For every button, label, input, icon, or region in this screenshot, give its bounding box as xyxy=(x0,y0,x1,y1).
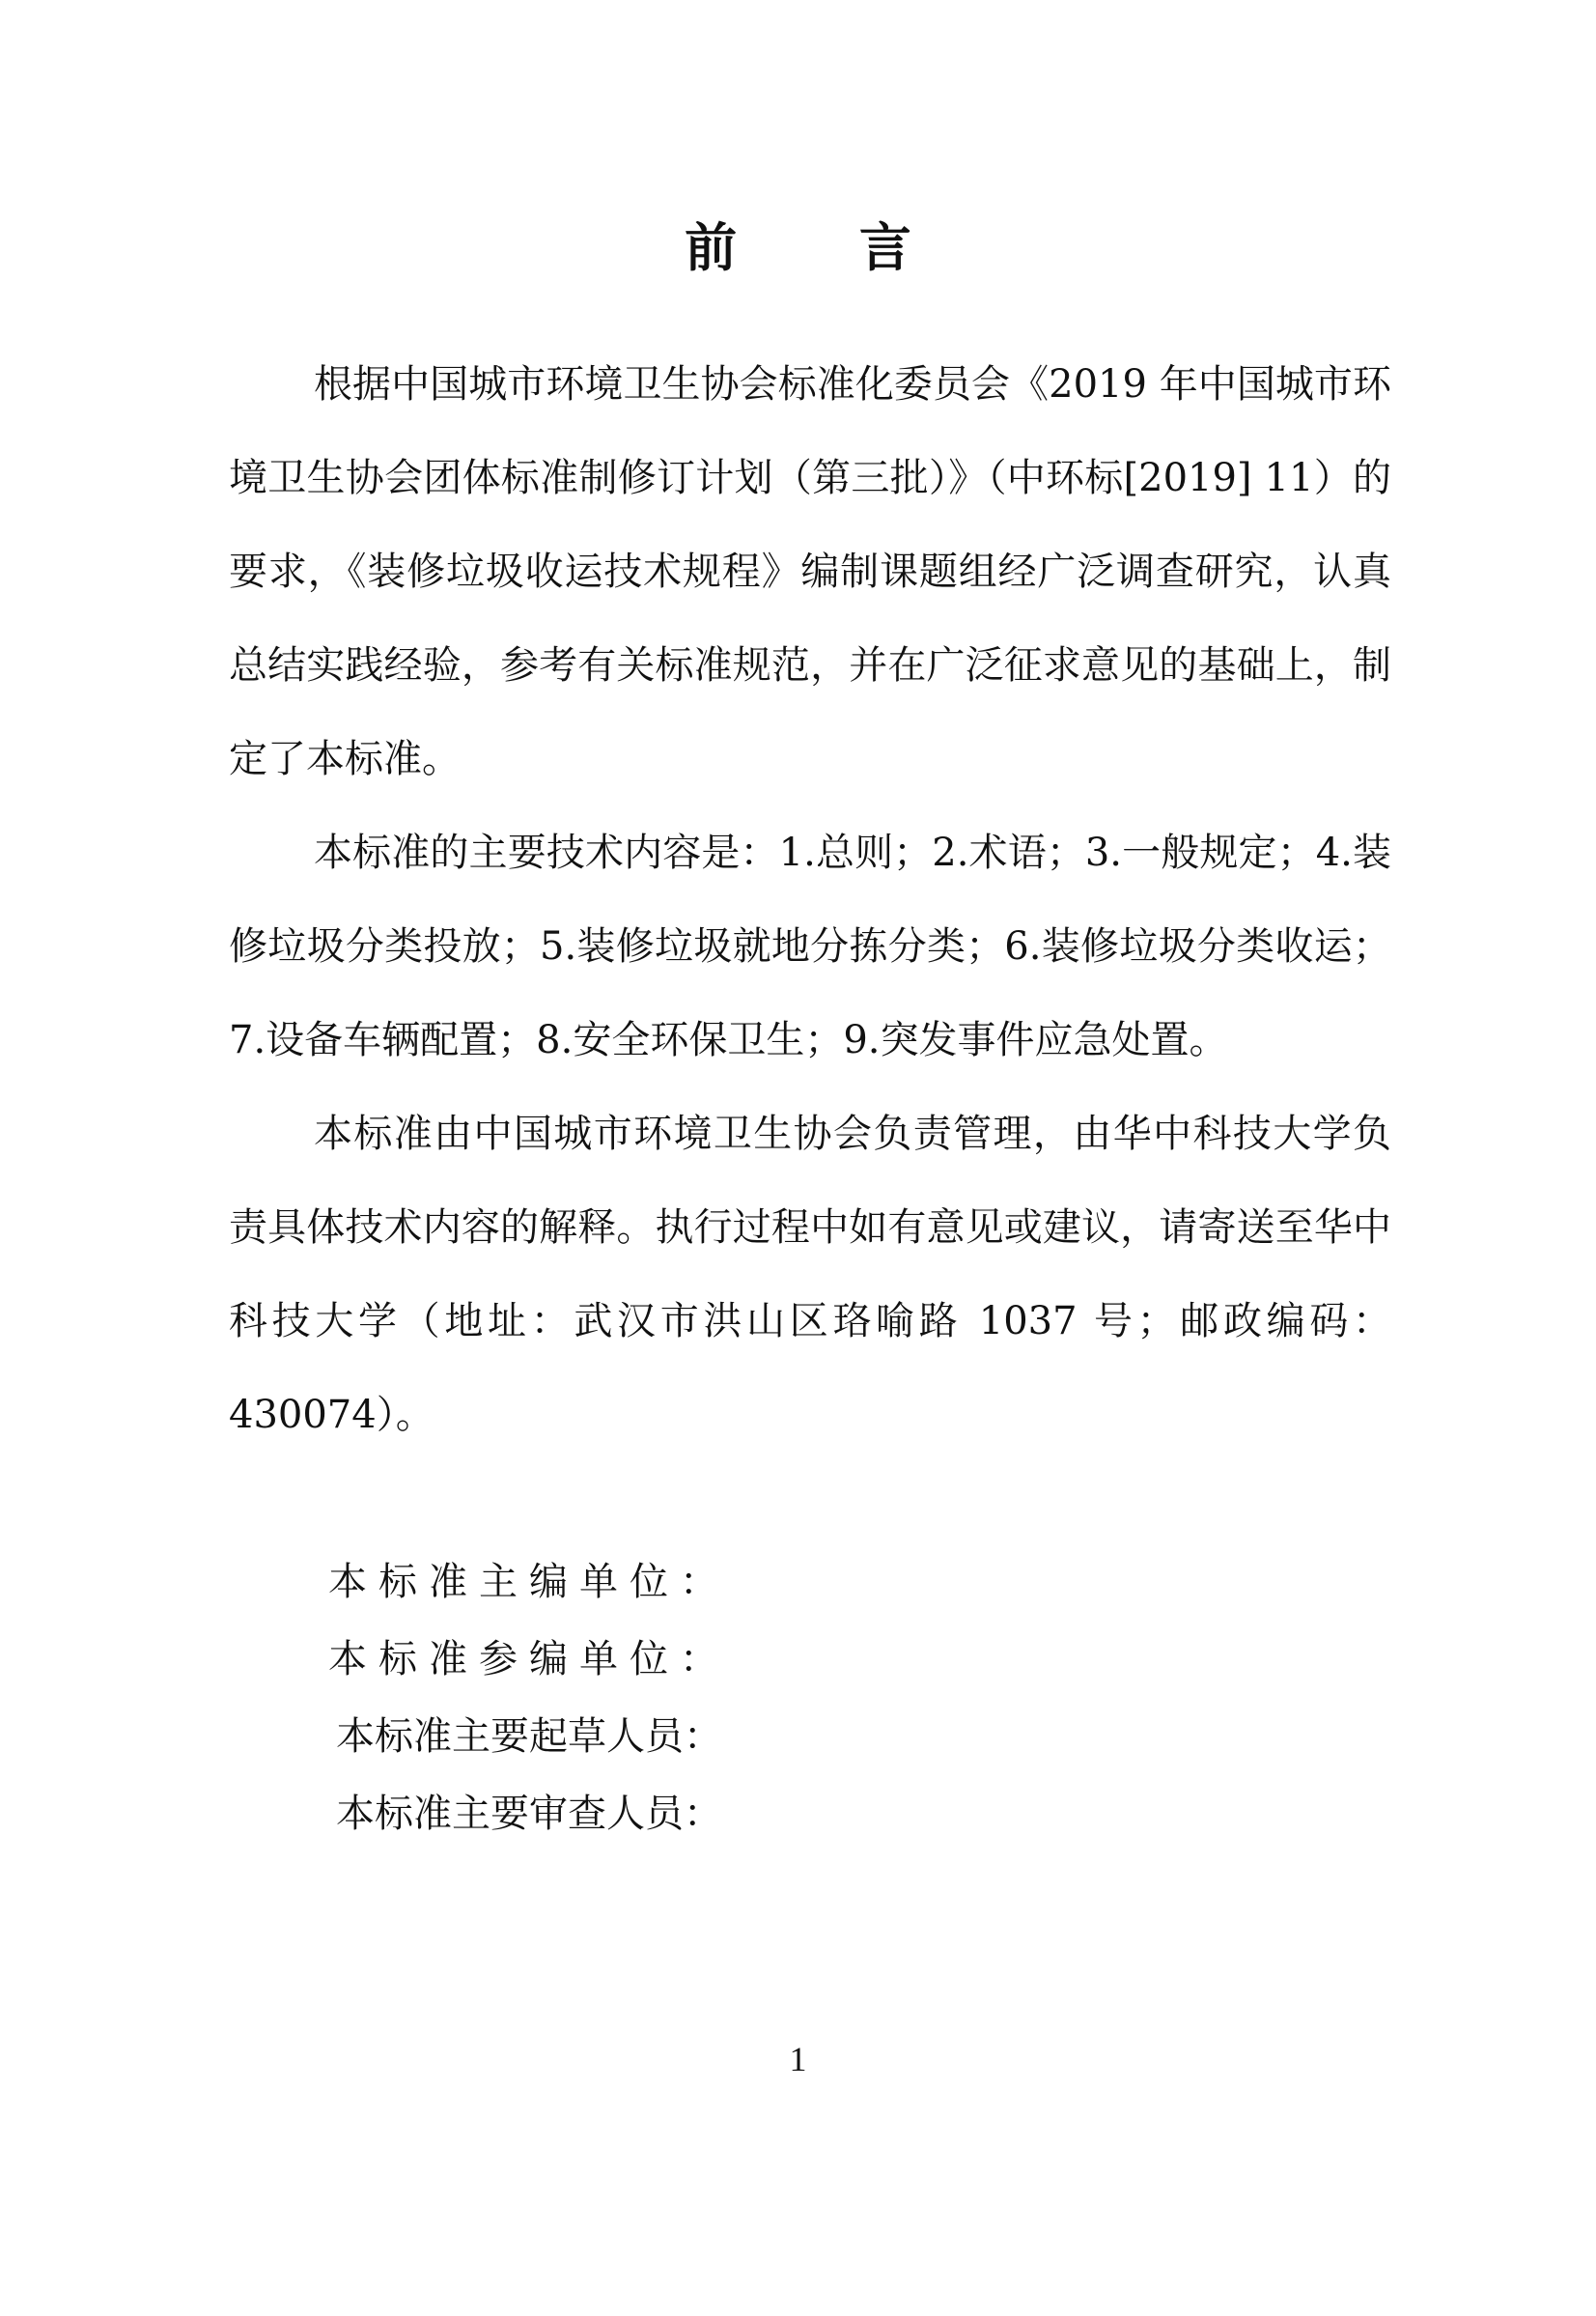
participating-unit-label: 本标准参编单位： xyxy=(328,1637,730,1681)
reviewers-label: 本标准主要审查人员： xyxy=(336,1792,722,1836)
page-number: 1 xyxy=(789,2040,807,2078)
paragraph-management: 本标准由中国城市环境卫生协会负责管理，由华中科技大学负责具体技术内容的解释。执行过程中如有意见或建议，请寄送至华中科技大学（地址：武汉市洪山区珞喻路 1037 号；邮政编码：430074）。 xyxy=(229,1112,1391,1437)
chief-editor-unit-label: 本标准主编单位： xyxy=(328,1560,730,1604)
foreword-body xyxy=(229,338,1391,1462)
drafters-label: 本标准主要起草人员： xyxy=(336,1714,722,1759)
page-title: 前 言 xyxy=(685,217,964,278)
signatory-block xyxy=(328,1543,1197,1852)
paragraph-plan-basis: 根据中国城市环境卫生协会标准化委员会《2019 年中国城市环境卫生协会团体标准制修订计划（第三批）》（中环标[2019] 11）的要求，《装修垃圾收运技术规程》编制课题组经广泛调查研究，认真总结实践经验，参考有关标准规范，并在广泛征求意见的基础上，制定了本标准。 xyxy=(229,362,1391,781)
paragraph-technical-content: 本标准的主要技术内容是：1.总则；2.术语；3.一般规定；4.装修垃圾分类投放；5.装修垃圾就地分拣分类；6.装修垃圾分类收运；7.设备车辆配置；8.安全环保卫生；9.突发事件应急处置。 xyxy=(229,831,1391,1062)
